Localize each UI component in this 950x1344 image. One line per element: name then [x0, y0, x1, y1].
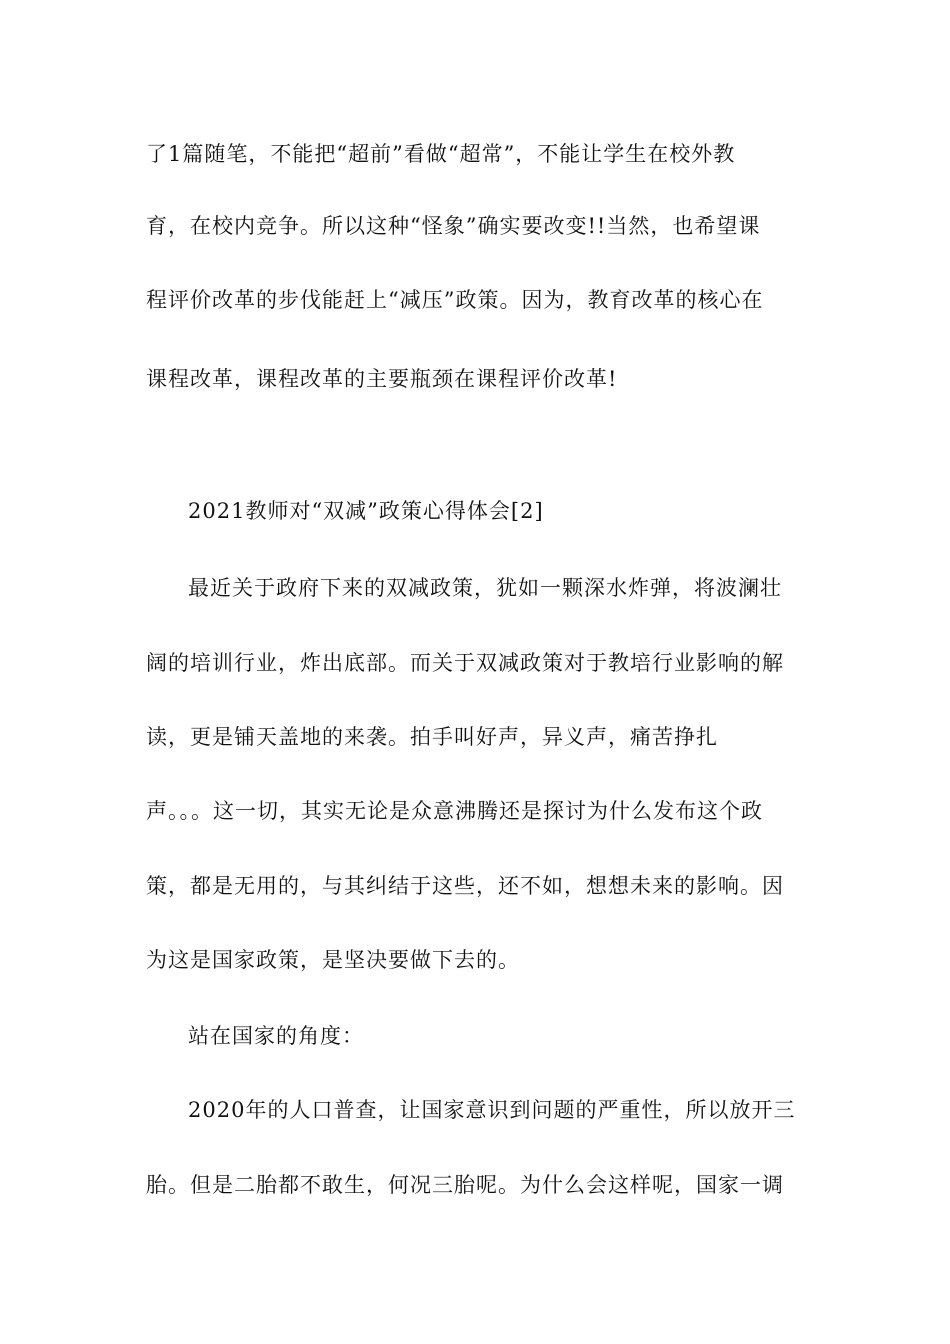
text-line: 育，在校内竞争。所以这种“怪象”确实要改变!!当然，也希望课 — [146, 214, 761, 238]
text-line: 最近关于政府下来的双减政策，犹如一颗深水炸弹，将波澜壮 — [188, 576, 782, 600]
text-line: 读，更是铺天盖地的来袭。拍手叫好声，异义声，痛苦挣扎 — [146, 725, 718, 749]
text-line: 程评价改革的步伐能赶上“减压”政策。因为，教育改革的核心在 — [146, 288, 764, 312]
text-line: 声。。。这一切，其实无论是众意沸腾还是探讨为什么发布这个政 — [146, 799, 763, 823]
text-line: 胎。但是二胎都不敢生，何况三胎呢。为什么会这样呢，国家一调 — [146, 1173, 784, 1197]
text-line: 为这是国家政策，是坚决要做下去的。 — [146, 948, 520, 972]
text-line: 2020年的人口普查，让国家意识到问题的严重性，所以放开三 — [188, 1098, 796, 1122]
text-line: 策，都是无用的，与其纠结于这些，还不如，想想未来的影响。因 — [146, 874, 784, 898]
text-line: 课程改革，课程改革的主要瓶颈在课程评价改革! — [146, 367, 618, 391]
text-line: 阔的培训行业，炸出底部。而关于双减政策对于教培行业影响的解 — [146, 651, 784, 675]
text-line: 了1篇随笔，不能把“超前”看做“超常”，不能让学生在校外教 — [146, 142, 736, 166]
text-line: 站在国家的角度： — [188, 1024, 364, 1048]
section-title: 2021教师对“双减”政策心得体会[2] — [188, 499, 544, 523]
